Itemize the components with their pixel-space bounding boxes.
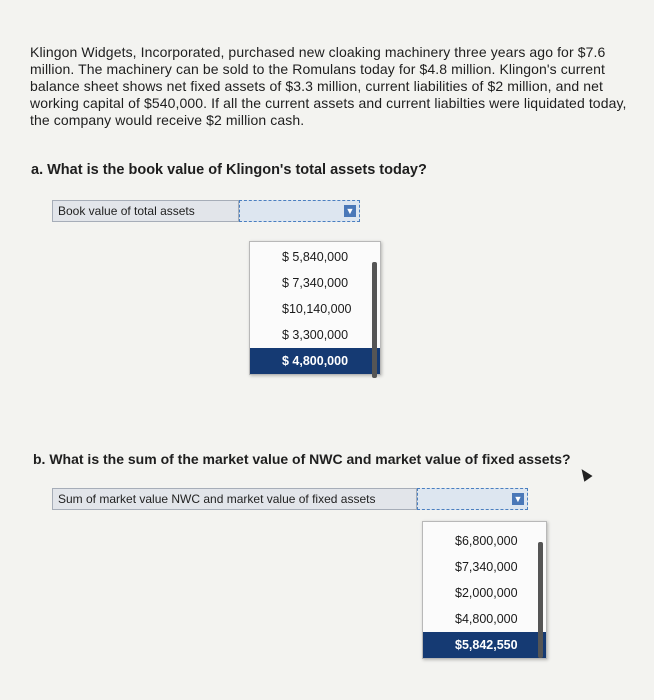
dropdown-b-option[interactable]: $6,800,000: [455, 534, 518, 548]
caret-down-icon[interactable]: ▼: [345, 206, 355, 216]
dropdown-a-option[interactable]: $10,140,000: [282, 302, 352, 316]
dropdown-a-option[interactable]: $ 5,840,000: [282, 250, 349, 264]
dropdown-b-option[interactable]: $2,000,000: [455, 586, 518, 600]
dropdown-a[interactable]: [239, 200, 360, 222]
question-a: a. What is the book value of Klingon's total assets today?: [31, 162, 427, 178]
dropdown-a-option-selected[interactable]: $ 4,800,000: [250, 348, 380, 374]
dropdown-a-list: [249, 241, 381, 375]
caret-down-icon[interactable]: ▼: [513, 494, 523, 504]
dropdown-b-option-selected[interactable]: $5,842,550: [423, 632, 546, 658]
dropdown-b-scrollbar[interactable]: [538, 542, 543, 658]
answer-label-b: Sum of market value NWC and market value of fixed assets: [52, 488, 417, 510]
answer-label-a: Book value of total assets: [52, 200, 239, 222]
problem-statement: Klingon Widgets, Incorporated, purchased new cloaking machinery three years ago for $7.6 million. The machinery can be sold to the Romulans today for $4.8 million. Klingon's current balance sheet shows net fixed assets of $3.3 million, current liabilities of $2 million, and net working capital of $540,000. If all the current assets and current liabilties were liquidated today, the company would receive $2 million cash.: [30, 44, 627, 128]
dropdown-a-option[interactable]: $ 7,340,000: [282, 276, 349, 290]
dropdown-b-list: [422, 521, 547, 659]
dropdown-b-option[interactable]: $7,340,000: [455, 560, 518, 574]
dropdown-b-option[interactable]: $4,800,000: [455, 612, 518, 626]
dropdown-b[interactable]: [417, 488, 528, 510]
mouse-cursor-icon: [577, 466, 592, 482]
dropdown-a-option[interactable]: $ 3,300,000: [282, 328, 349, 342]
dropdown-a-scrollbar[interactable]: [372, 262, 377, 378]
question-b: b. What is the sum of the market value of NWC and market value of fixed assets?: [33, 451, 571, 467]
